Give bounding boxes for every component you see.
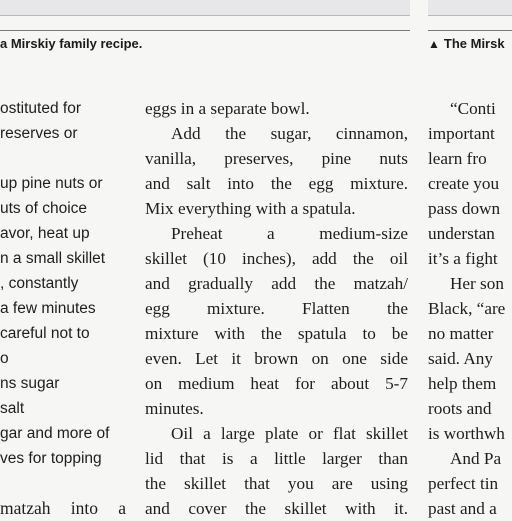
article-line: important xyxy=(428,124,495,143)
caption-rule-left xyxy=(0,30,410,31)
ingredient-line: , constantly xyxy=(0,275,79,292)
article-line: understan xyxy=(428,224,495,243)
article-line: it’s a fight xyxy=(428,249,498,268)
article-line: learn fro xyxy=(428,149,487,168)
ingredient-line: ns sugar xyxy=(0,375,60,392)
article-line: no matter xyxy=(428,324,494,343)
article-line: And Pa xyxy=(450,449,502,468)
article-line: help them xyxy=(428,374,497,393)
instruction-line: skillet (10 inches), add the oil xyxy=(145,249,408,268)
photo-edge-left xyxy=(0,0,410,16)
ingredient-line: uts of choice xyxy=(0,200,88,217)
instruction-line: and gradually add the matzah/ xyxy=(145,274,408,293)
instruction-line: egg mixture. Flatten the xyxy=(145,299,408,318)
ingredient-line: n a small skillet xyxy=(0,250,106,267)
ingredient-line: a few minutes xyxy=(0,300,96,317)
instruction-line: and cover the skillet with it. xyxy=(145,499,408,518)
ingredients-column xyxy=(0,96,132,521)
article-line: “Conti xyxy=(450,99,496,118)
ingredient-line: avor, heat up xyxy=(0,225,90,242)
instructions-column xyxy=(145,96,408,521)
instruction-line: vanilla, preserves, pine nuts xyxy=(145,149,408,168)
ingredient-line: up pine nuts or xyxy=(0,175,103,192)
instruction-line: Preheat a medium-size xyxy=(171,224,408,243)
article-line: said. Any xyxy=(428,349,493,368)
ingredient-line xyxy=(0,471,132,496)
ingredient-line: gar and more of xyxy=(0,425,110,442)
instruction-line: lid that is a little larger than xyxy=(145,449,408,468)
photo-caption-left: a Mirskiy family recipe. xyxy=(0,36,143,51)
instruction-line: and salt into the egg mixture. xyxy=(145,174,408,193)
article-line: Black, “are xyxy=(428,299,506,318)
article-line: roots and xyxy=(428,399,492,418)
ingredient-line: o xyxy=(0,350,9,367)
ingredient-line: matzah into a xyxy=(0,498,126,518)
article-column xyxy=(428,96,512,521)
instruction-line: eggs in a separate bowl. xyxy=(145,99,310,118)
article-line: Her son xyxy=(450,274,504,293)
triangle-icon: ▲ xyxy=(428,37,440,51)
article-line: create you xyxy=(428,174,500,193)
instruction-line: on medium heat for about 5-7 xyxy=(145,374,408,393)
ingredient-line: reserves or xyxy=(0,125,78,142)
article-line: perfect tin xyxy=(428,474,499,493)
instruction-line: mixture with the spatula to be xyxy=(145,324,408,343)
instruction-line: even. Let it brown on one side xyxy=(145,349,408,368)
caption-rule-right xyxy=(428,30,512,31)
instruction-line: the skillet that you are using xyxy=(145,474,408,493)
instruction-line: Add the sugar, cinnamon, xyxy=(171,124,408,143)
ingredient-line xyxy=(0,146,132,171)
photo-caption-right-text: The Mirsk xyxy=(443,36,505,51)
instruction-line: minutes. xyxy=(145,399,204,418)
instruction-line: Oil a large plate or flat skillet xyxy=(171,424,408,443)
ingredient-line: careful not to xyxy=(0,325,90,342)
ingredient-line: salt xyxy=(0,400,25,417)
article-line: pass down xyxy=(428,199,501,218)
photo-caption-right xyxy=(428,36,505,51)
ingredient-line: ves for topping xyxy=(0,450,102,467)
photo-edge-right xyxy=(428,0,512,16)
article-line: past and a xyxy=(428,499,497,518)
article-line: is worthwh xyxy=(428,424,505,443)
ingredient-line: ostituted for xyxy=(0,100,81,117)
instruction-line: Mix everything with a spatula. xyxy=(145,199,356,218)
